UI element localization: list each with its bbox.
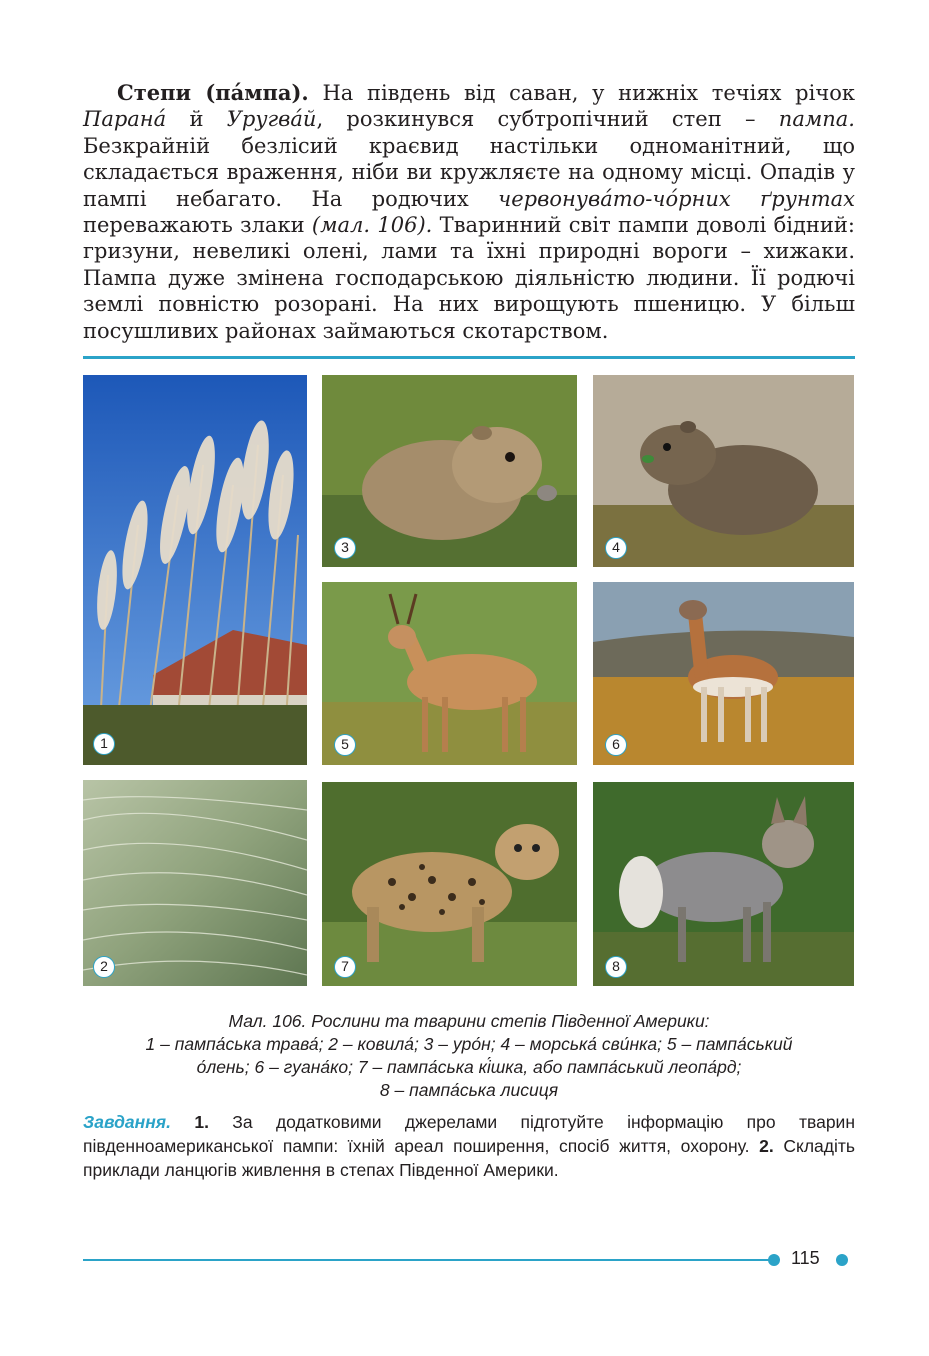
task-text: За додатковими джерелами підготуйте інформацію про тварин південноамериканської пампи: їхній ареал поширення, спосіб життя, охорону.: [83, 1112, 855, 1156]
river-urugvai: Уругва́й: [226, 107, 317, 132]
photo-number-badge: 4: [605, 537, 627, 559]
task-text: Складіть приклади ланцюгів живлення в степах Південної Америки.: [83, 1136, 856, 1180]
caption-line: 1 – пампа́ська трава́; 2 – ковила́; 3 – уро́н; 4 – морська́ сви́нка; 5 – пампа́ський: [145, 1034, 793, 1054]
section-heading: Степи (па́мпа).: [117, 80, 309, 105]
term-soils: червонува́то-чо́рних ґрунтах: [498, 186, 855, 211]
task-block: [83, 1110, 855, 1182]
footer-dot-icon: [768, 1254, 780, 1266]
footer-dot-icon: [836, 1254, 848, 1266]
figure-reference: (мал. 106).: [311, 213, 433, 238]
photo-pampas-deer: [322, 582, 577, 765]
main-paragraph: [83, 80, 855, 344]
photo-number-badge: 8: [605, 956, 627, 978]
footer-line: [83, 1259, 773, 1261]
caption-line: о́лень; 6 – гуана́ко; 7 – пампа́ська кі́шка, або пампа́ський леопа́рд;: [196, 1057, 742, 1077]
term-pampa: пампа.: [778, 107, 855, 132]
caption-line: Мал. 106. Рослини та тварини степів Південної Америки:: [228, 1011, 710, 1031]
river-parana: Парана́: [83, 107, 167, 132]
photo-pampas-cat: [322, 782, 577, 986]
photo-number-badge: 1: [93, 733, 115, 755]
photo-number-badge: 5: [334, 734, 356, 756]
photo-tuco-tuco: [322, 375, 577, 567]
photo-guanaco: [593, 582, 854, 765]
text-segment: На південь від саван, у нижніх течіях річок: [308, 81, 855, 105]
photo-guinea-pig: [593, 375, 854, 567]
photo-pampas-fox: [593, 782, 854, 986]
caption-line: 8 – пампа́ська лисиця: [379, 1080, 559, 1100]
photo-number-badge: 2: [93, 956, 115, 978]
photo-pampas-grass: [83, 375, 307, 765]
figure-caption: [83, 1010, 855, 1102]
photo-feather-grass: [83, 780, 307, 986]
text-segment: , розкинувся субтропічний степ –: [316, 107, 779, 132]
task-number: 1.: [170, 1112, 209, 1132]
photo-number-badge: 6: [605, 734, 627, 756]
photo-number-badge: 3: [334, 537, 356, 559]
photo-number-badge: 7: [334, 956, 356, 978]
text-segment: Тваринний світ пампи доволі бідний: гризуни, невеликі олені, лами та їхні природні вороги – хижаки. Пампа дуже змінена господарською діяльністю людини. Її родючі землі повністю розорані. На них вирощують пшеницю. У більш посушливих районах займаються скотарством.: [83, 213, 855, 343]
text-segment: й: [166, 107, 227, 132]
text-segment: переважають злаки: [83, 213, 312, 238]
section-divider: [83, 356, 855, 359]
task-label: Завдання.: [83, 1112, 171, 1132]
text-segment: Безкрайній безлісий краєвид настільки одноманітний, що складається враження, ніби ви кружляєте на одному місці. Опадів у пампі небагато. На родючих: [83, 133, 855, 211]
page-number: 115: [791, 1248, 820, 1268]
task-number: 2.: [749, 1136, 774, 1156]
